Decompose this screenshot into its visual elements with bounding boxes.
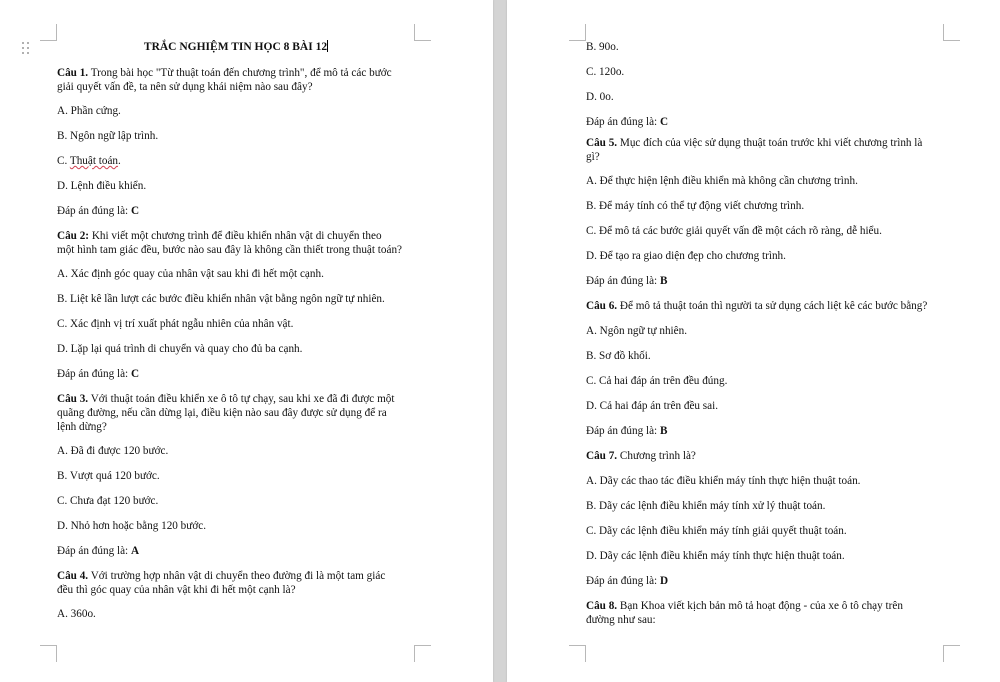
q1-option-d: D. Lệnh điều khiển. <box>57 180 147 192</box>
q2-option-d: D. Lặp lại quá trình di chuyển và quay cho đủ ba cạnh. <box>57 343 303 355</box>
question-label: Câu 4. <box>57 570 89 582</box>
page-gap <box>493 0 507 682</box>
q1-option-a: A. Phần cứng. <box>57 105 121 117</box>
q2-option-b: B. Liệt kê lần lượt các bước điều khiển nhân vật bằng ngôn ngữ tự nhiên. <box>57 293 385 305</box>
q4-answer: Đáp án đúng là: C <box>586 116 669 128</box>
document-title: TRẮC NGHIỆM TIN HỌC 8 BÀI 12 <box>143 41 328 53</box>
q7-option-a: A. Dãy các thao tác điều khiển máy tính thực hiện thuật toán. <box>586 475 861 487</box>
q6-option-a: A. Ngôn ngữ tự nhiên. <box>586 325 687 337</box>
q7-option-d: D. Dãy các lệnh điều khiển máy tính thực hiện thuật toán. <box>586 550 845 562</box>
text-cursor <box>327 40 328 52</box>
question-label: Câu 1. <box>57 67 89 79</box>
margin-corner-bottom-left <box>40 645 57 662</box>
margin-corner-top-left <box>569 24 586 41</box>
q6-answer: Đáp án đúng là: B <box>586 425 668 437</box>
q6-option-b: B. Sơ đồ khối. <box>586 350 651 362</box>
question-4: Câu 4. Với trường hợp nhân vật di chuyển theo đường đi là một tam giác đều thì góc quay của nhân vật khi đi hết một cạnh là? <box>57 570 386 596</box>
question-5: Câu 5. Mục đích của việc sử dụng thuật toán trước khi viết chương trình là gì? <box>586 137 923 163</box>
q1-option-b: B. Ngôn ngữ lập trình. <box>57 130 159 142</box>
q3-option-d: D. Nhỏ hơn hoặc bằng 120 bước. <box>57 520 207 532</box>
q7-option-b: B. Dãy các lệnh điều khiển máy tính xử lý thuật toán. <box>586 500 826 512</box>
q4-option-c: C. 120o. <box>586 66 625 78</box>
q1-answer: Đáp án đúng là: C <box>57 205 140 217</box>
q3-option-b: B. Vượt quá 120 bước. <box>57 470 160 482</box>
page-content-left[interactable] <box>57 40 415 621</box>
spelling-error-mark[interactable]: Thuật toán <box>69 155 119 167</box>
question-1: Câu 1. Trong bài học "Từ thuật toán đến chương trình", để mô tả các bước giải quyết vấn đề, ta nên sử dụng khái niệm nào sau đây? <box>57 67 392 93</box>
question-2: Câu 2: Khi viết một chương trình để điều khiển nhân vật di chuyển theo một hình tam giác đều, bước nào sau đây là không cần thiết trong thuật toán? <box>57 230 403 256</box>
margin-corner-bottom-right <box>943 645 960 662</box>
question-6: Câu 6. Để mô tả thuật toán thì người ta sử dụng cách liệt kê các bước bằng? <box>586 300 928 312</box>
question-label: Câu 3. <box>57 393 89 405</box>
q7-answer: Đáp án đúng là: D <box>586 575 669 587</box>
margin-corner-top-left <box>40 24 57 41</box>
q3-answer: Đáp án đúng là: A <box>57 545 140 557</box>
margin-corner-bottom-right <box>414 645 431 662</box>
question-7: Câu 7. Chương trình là? <box>586 450 696 462</box>
question-8: Câu 8. Bạn Khoa viết kịch bản mô tả hoạt động - của xe ô tô chạy trên đường như sau: <box>586 600 903 626</box>
margin-corner-bottom-left <box>569 645 586 662</box>
q5-option-c: C. Để mô tả các bước giải quyết vấn đề một cách rõ ràng, dễ hiểu. <box>586 225 882 237</box>
question-label: Câu 2: <box>57 230 90 242</box>
q4-option-d: D. 0o. <box>586 91 614 103</box>
drag-handle-icon[interactable] <box>22 42 32 54</box>
q2-answer: Đáp án đúng là: C <box>57 368 140 380</box>
question-label: Câu 6. <box>586 300 618 312</box>
margin-corner-top-right <box>414 24 431 41</box>
q3-option-c: C. Chưa đạt 120 bước. <box>57 495 159 507</box>
page-content-right[interactable] <box>586 40 944 627</box>
q4-option-b: B. 90o. <box>586 41 619 53</box>
q5-answer: Đáp án đúng là: B <box>586 275 668 287</box>
margin-corner-top-right <box>943 24 960 41</box>
q5-option-d: D. Để tạo ra giao diện đẹp cho chương trình. <box>586 250 786 262</box>
q1-option-c: C. Thuật toán. <box>57 155 121 167</box>
document-page-right[interactable] <box>507 0 1000 682</box>
question-3: Câu 3. Với thuật toán điều khiển xe ô tô tự chạy, sau khi xe đã đi được một quãng đường, nếu cần dừng lại, điều kiện nào sau đây được sử dụng để ra lệnh dừng? <box>57 393 395 433</box>
q6-option-d: D. Cả hai đáp án trên đều sai. <box>586 400 719 412</box>
question-label: Câu 8. <box>586 600 618 612</box>
question-label: Câu 5. <box>586 137 618 149</box>
q3-option-a: A. Đã đi được 120 bước. <box>57 445 169 457</box>
q7-option-c: C. Dãy các lệnh điều khiển máy tính giải quyết thuật toán. <box>586 525 847 537</box>
q5-option-b: B. Để máy tính có thể tự động viết chương trình. <box>586 200 805 212</box>
q4-option-a: A. 360o. <box>57 608 96 620</box>
question-label: Câu 7. <box>586 450 618 462</box>
document-page-left[interactable] <box>0 0 493 682</box>
q6-option-c: C. Cả hai đáp án trên đều đúng. <box>586 375 728 387</box>
q5-option-a: A. Để thực hiện lệnh điều khiển mà không cần chương trình. <box>586 175 858 187</box>
q2-option-c: C. Xác định vị trí xuất phát ngẫu nhiên của nhân vật. <box>57 318 294 330</box>
q2-option-a: A. Xác định góc quay của nhân vật sau khi đi hết một cạnh. <box>57 268 324 280</box>
